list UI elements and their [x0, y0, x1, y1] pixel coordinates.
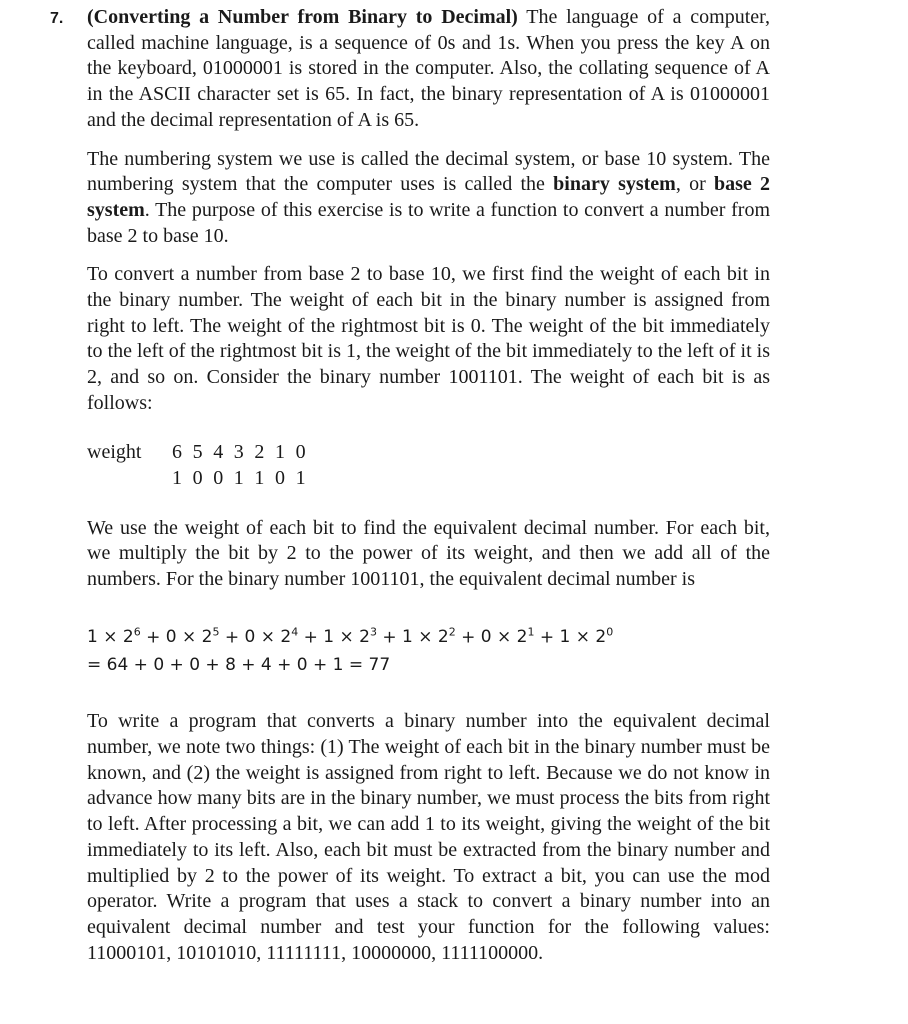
formula-term: [245, 627, 299, 647]
term-exponent: 3: [369, 625, 377, 639]
term-coefficient: 1 × 2: [323, 627, 370, 648]
paragraph-method: We use the weight of each bit to find the equivalent decimal number. For each bit, we multiply the bit by 2 to the power of its weight, and then we add all of the numbers. For the binary number 1001101, the equivalent decimal number is: [87, 516, 770, 590]
term-coefficient: 0 × 2: [480, 627, 528, 648]
formula-line-2: = 64 + 0 + 0 + 8 + 4 + 0 + 1 = 77: [87, 655, 391, 676]
plus-sign: +: [376, 627, 402, 648]
term-exponent: 4: [291, 625, 299, 639]
formula-term: [166, 627, 220, 647]
term-base-2-system: base 2 system: [87, 173, 770, 221]
formula-term: [481, 627, 535, 647]
term-exponent: 6: [133, 625, 141, 639]
para2-text-c: . The purpose of this exercise is to write a function to convert a number from base 2 to base 10.: [87, 198, 770, 247]
exercise-number: 7.: [50, 10, 64, 27]
plus-sign: +: [455, 627, 481, 648]
term-exponent: 1: [527, 625, 535, 639]
term-coefficient: 1 × 2: [559, 627, 607, 648]
conversion-formula: [87, 619, 770, 680]
plus-sign: +: [140, 627, 166, 648]
term-exponent: 2: [448, 625, 456, 639]
paragraph-number-systems: [87, 147, 770, 250]
term-coefficient: 0 × 2: [244, 627, 292, 648]
weight-row: [87, 439, 770, 465]
term-coefficient: 1 × 2: [87, 627, 134, 648]
exercise-body: [87, 5, 770, 966]
term-exponent: 0: [606, 625, 614, 639]
paragraph-program-task: To write a program that converts a binary number into the equivalent decimal number, we note two things: (1) The weight of each bit in the binary number must be known, and (2) the weight is assigned from right to left. Because we do not know in advance how many bits are in the binary number, we must process the bits from right to left. After processing a bit, we can add 1 to its weight, giving the weight of the bit immediately to its left. Also, each bit must be extracted from the binary number and multiplied by 2 to the power of its weight. To extract a bit, you can use the mod operator. Write a program that uses a stack to convert a binary number into an equivalent decimal number and test your function for the following values: 11000101, 10101010, 11111111, 10000000, 1111100000.: [87, 710, 770, 964]
formula-term: [560, 627, 614, 647]
term-coefficient: 1 × 2: [402, 627, 449, 648]
formula-line-1: [87, 619, 770, 652]
formula-term: [87, 627, 141, 647]
plus-sign: +: [219, 627, 245, 648]
plus-sign: +: [298, 627, 324, 648]
para2-text-a: The numbering system we use is called the decimal system, or base 10 system. The numbering system that the computer uses is called the: [87, 147, 770, 196]
plus-sign: +: [534, 627, 560, 648]
weight-table: [87, 439, 770, 491]
paragraph-intro: [87, 5, 770, 134]
weight-values: 6 5 4 3 2 1 0: [172, 440, 309, 463]
intro-text: The language of a computer, called machine language, is a sequence of 0s and 1s. When you press the key A on the keyboard, 01000001 is stored in the computer. Also, the collating sequence of A in the ASCII character set is 65. In fact, the binary representation of A is 01000001 and the decimal representation of A is 65.: [87, 6, 770, 131]
formula-term: [402, 627, 456, 647]
term-coefficient: 0 × 2: [165, 627, 213, 648]
paragraph-weights: To convert a number from base 2 to base 10, we first find the weight of each bit in the binary number. The weight of each bit in the binary number is assigned from right to left. The weight of the rightmost bit is 0. The weight of the bit immediately to the left of the rightmost bit is 1, the weight of the bit immediately to the left of it is 2, and so on. Consider the binary number 1001101. The weight of each bit is as follows:: [87, 263, 770, 414]
bit-values: 1 0 0 1 1 0 1: [172, 466, 309, 489]
term-exponent: 5: [212, 625, 220, 639]
para2-text-b: , or: [675, 173, 706, 196]
formula-term: [323, 627, 377, 647]
bit-row: [87, 465, 770, 491]
exercise-title: (Converting a Number from Binary to Decimal): [87, 6, 518, 28]
weight-label: weight: [87, 440, 142, 463]
term-binary-system: binary system: [553, 173, 676, 196]
